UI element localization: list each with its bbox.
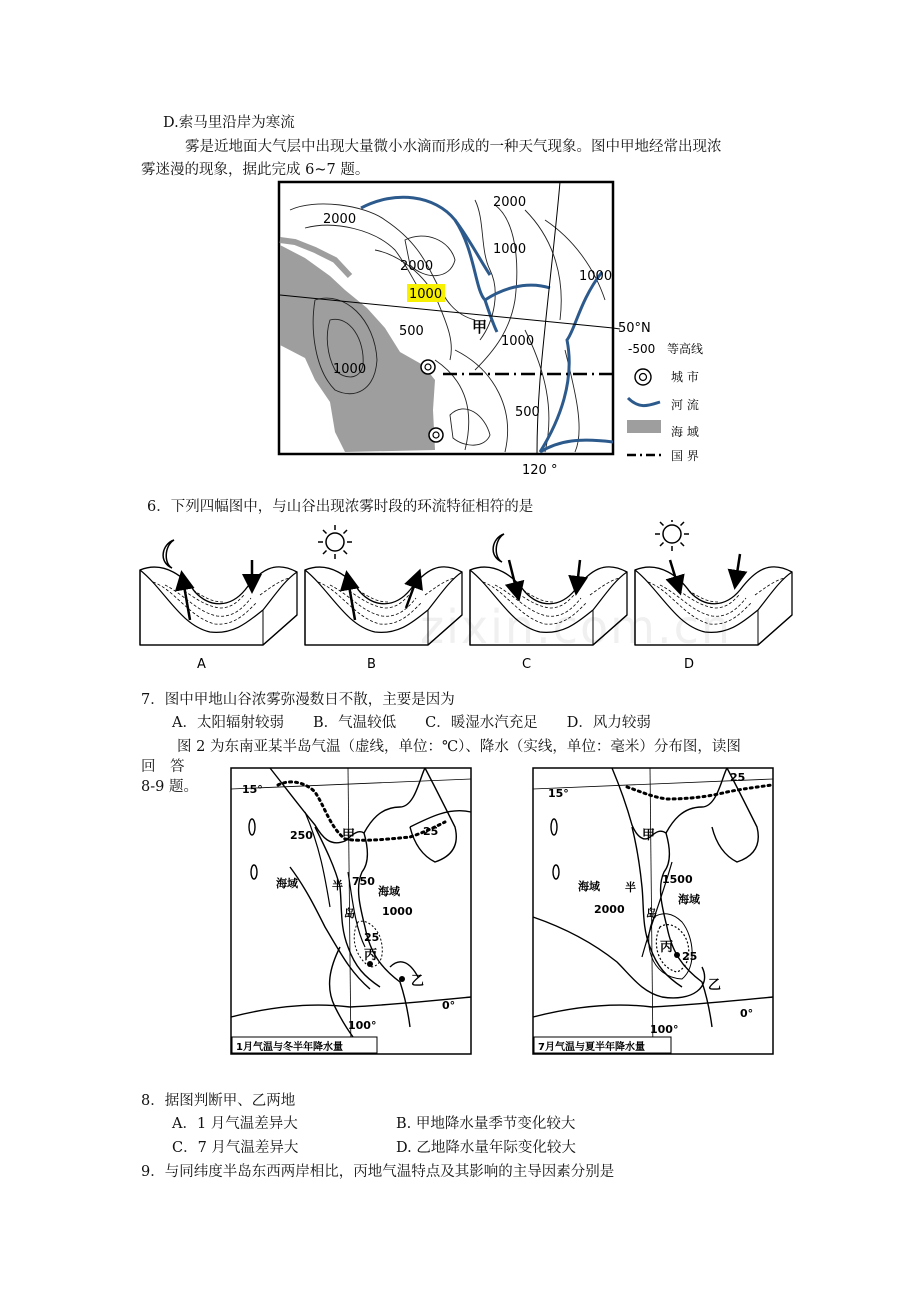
intro-figure-2: 图 2 为东南亚某半岛气温（虚线，单位：℃）、降水（实线，单位：毫米）分布图，读图 (177, 739, 741, 755)
topographic-map (275, 180, 735, 482)
svg-text:100°: 100° (650, 1023, 679, 1036)
svg-text:半: 半 (332, 879, 343, 892)
svg-text:等高线: 等高线 (667, 342, 704, 356)
contour-label: 1000 (493, 242, 527, 257)
question-8: 8．据图判断甲、乙两地 (141, 1093, 296, 1109)
watermark: zixin.com.cn (420, 600, 733, 654)
svg-text:1000: 1000 (382, 905, 413, 918)
svg-text:-500: -500 (628, 342, 656, 356)
map-legend (627, 341, 703, 463)
svg-text:乙: 乙 (411, 974, 425, 989)
svg-text:河 流: 河 流 (671, 398, 699, 412)
svg-text:0°: 0° (740, 1007, 754, 1020)
svg-text:25: 25 (682, 950, 698, 963)
contour-label: 2000 (400, 259, 434, 274)
caption-july: 7月气温与夏半年降水量 (538, 1042, 645, 1053)
question-7: 7．图中甲地山谷浓雾弥漫数日不散，主要是因为 (141, 692, 455, 708)
intro-figure-2b: 回 答 (141, 759, 185, 775)
city-icon (429, 428, 443, 442)
map-july (532, 767, 776, 1057)
svg-text:海域: 海域 (276, 877, 298, 890)
contour-label: 500 (515, 405, 540, 420)
svg-text:城 市: 城 市 (671, 370, 699, 384)
question-7-options: A．太阳辐射较弱 B．气温较低 C．暖湿水汽充足 D．风力较弱 (172, 715, 651, 731)
sun-icon (655, 520, 689, 551)
svg-text:15°: 15° (548, 787, 569, 800)
option-a-label: A (197, 657, 206, 672)
city-icon (421, 360, 435, 374)
svg-text:海域: 海域 (678, 893, 700, 906)
q8-option-d: D. 乙地降水量年际变化较大 (396, 1140, 576, 1156)
intro-fog-2: 雾迷漫的现象，据此完成 6~7 题。 (141, 162, 370, 178)
svg-text:国 界: 国 界 (671, 449, 699, 463)
svg-text:2000: 2000 (594, 903, 625, 916)
svg-text:25: 25 (730, 771, 746, 784)
sun-icon (318, 525, 352, 559)
contour-label: 500 (399, 324, 424, 339)
svg-text:海域: 海域 (378, 885, 400, 898)
svg-text:15°: 15° (242, 783, 263, 796)
svg-text:海 域: 海 域 (671, 425, 699, 439)
svg-text:0°: 0° (442, 999, 456, 1012)
svg-text:甲: 甲 (642, 828, 656, 843)
caption-january: 1月气温与冬半年降水量 (236, 1042, 343, 1053)
svg-text:甲: 甲 (342, 828, 356, 843)
option-d-label: D (684, 657, 695, 672)
svg-text:1500: 1500 (662, 873, 693, 886)
moon-icon (163, 540, 174, 568)
question-9: 9．与同纬度半岛东西两岸相比，丙地气温特点及其影响的主导因素分别是 (141, 1164, 615, 1180)
q8-option-c: C．7 月气温差异大 (172, 1140, 299, 1156)
svg-text:岛: 岛 (344, 907, 355, 920)
contour-label: 2000 (323, 212, 357, 227)
q5-option-d: D.索马里沿岸为寒流 (163, 115, 295, 131)
intro-fog: 雾是近地面大气层中出现大量微小水滴而形成的一种天气现象。图中甲地经常出现浓 (185, 139, 722, 155)
svg-text:岛: 岛 (646, 907, 657, 920)
moon-icon (493, 534, 504, 562)
svg-text:25: 25 (423, 825, 439, 838)
contour-label: 1000 (501, 334, 535, 349)
contour-label: 1000 (579, 269, 613, 284)
question-6: 6．下列四幅图中，与山谷出现浓雾时段的环流特征相符的是 (147, 499, 534, 515)
latitude-label: 50°N (618, 321, 651, 336)
contour-label: 1000 (409, 287, 443, 302)
svg-text:半: 半 (625, 881, 636, 894)
svg-text:海域: 海域 (578, 880, 600, 893)
map-january (230, 767, 474, 1057)
svg-text:25: 25 (364, 931, 380, 944)
svg-text:丙: 丙 (660, 940, 674, 955)
q8-option-b: B. 甲地降水量季节变化较大 (396, 1116, 576, 1132)
q8-option-a: A．1 月气温差异大 (172, 1116, 298, 1132)
svg-text:丙: 丙 (364, 948, 378, 963)
contour-label: 1000 (333, 362, 367, 377)
svg-text:100°: 100° (348, 1019, 377, 1032)
svg-text:750: 750 (352, 875, 375, 888)
place-jia: 甲 (472, 318, 488, 336)
option-c-label: C (522, 657, 532, 672)
svg-text:乙: 乙 (708, 978, 722, 993)
option-b-label: B (367, 657, 376, 672)
contour-label: 2000 (493, 195, 527, 210)
svg-text:250: 250 (290, 829, 313, 842)
intro-figure-2c: 8-9 题。 (141, 779, 198, 795)
longitude-label: 120 ° (522, 463, 558, 478)
